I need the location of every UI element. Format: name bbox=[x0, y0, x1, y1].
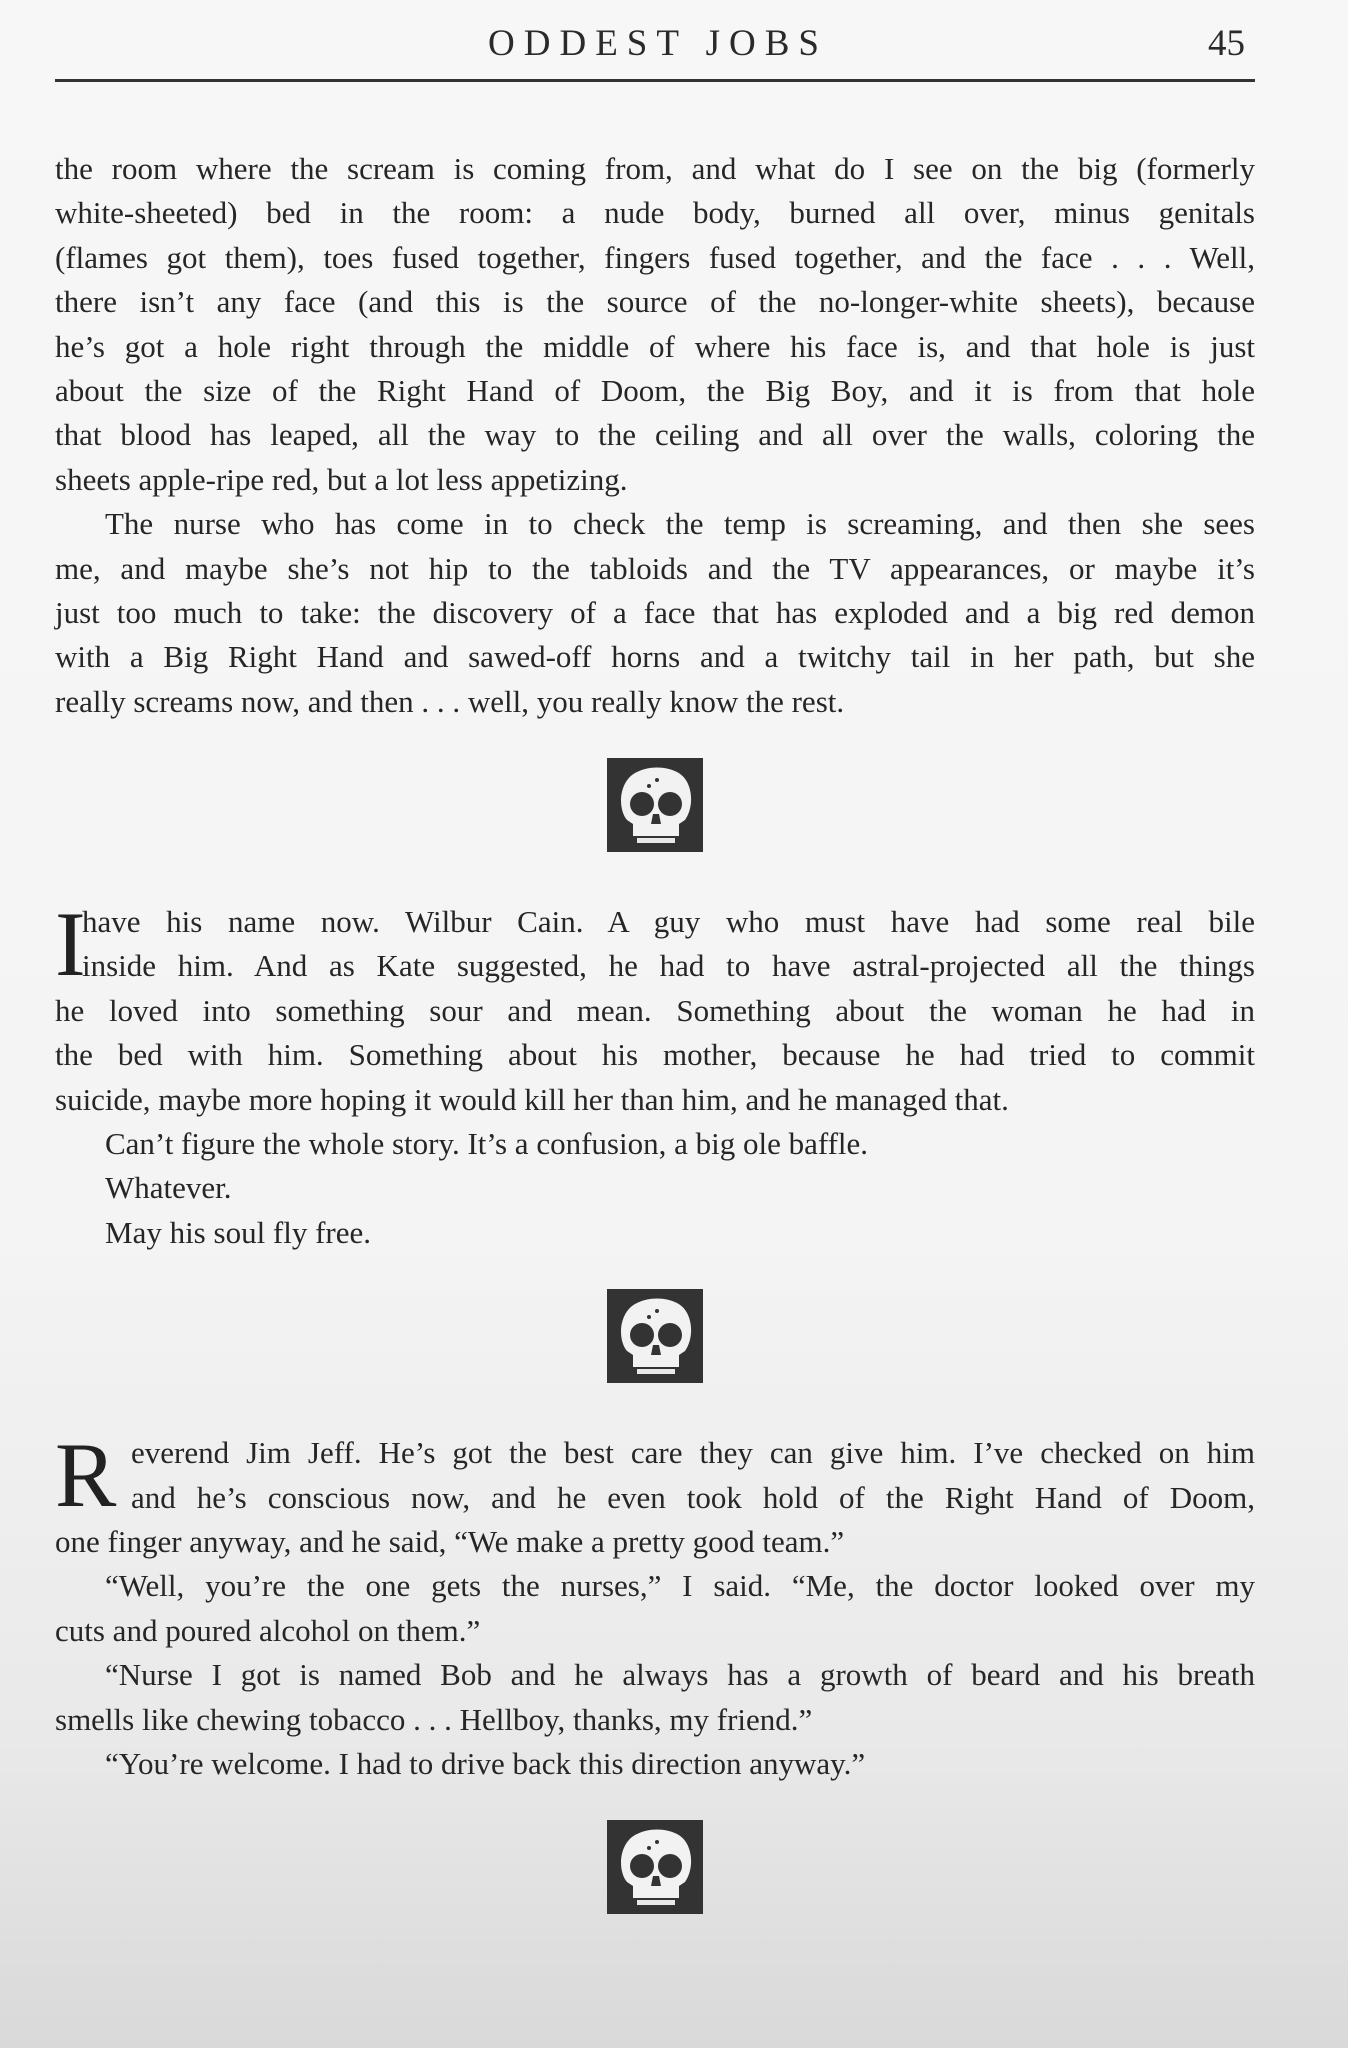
text-line: (flames got them), toes fused together, fingers fused together, and the face . . . Well, bbox=[55, 239, 1255, 275]
text-line: about the size of the Right Hand of Doom, the Big Boy, and it is from that hole bbox=[55, 372, 1255, 408]
text-line: The nurse who has come in to check the temp is screaming, and then she sees bbox=[105, 506, 1255, 542]
text-line: everend Jim Jeff. He’s got the best care they can give him. I’ve checked on him bbox=[131, 1435, 1255, 1471]
text-line: me, and maybe she’s not hip to the tabloids and the TV appearances, or maybe it’s bbox=[55, 550, 1255, 586]
text-line: and he’s conscious now, and he even took hold of the Right Hand of Doom, bbox=[131, 1479, 1255, 1515]
text-line: sheets apple-ripe red, but a lot less appetizing. bbox=[55, 461, 628, 497]
text-line: with a Big Right Hand and sawed-off horns and a twitchy tail in her path, but she bbox=[55, 639, 1255, 675]
text-line: he loved into something sour and mean. Something about the woman he had in bbox=[55, 992, 1255, 1028]
text-line: have his name now. Wilbur Cain. A guy who must have had some real bile bbox=[82, 904, 1255, 940]
text-line: there isn’t any face (and this is the source of the no-longer-white sheets), because bbox=[55, 284, 1255, 320]
text-line: May his soul fly free. bbox=[105, 1214, 372, 1250]
text-line: just too much to take: the discovery of a face that has exploded and a big red demon bbox=[55, 594, 1255, 630]
text-line: white-sheeted) bed in the room: a nude body, burned all over, minus genitals bbox=[55, 195, 1255, 231]
text-line: the room where the scream is coming from, and what do I see on the big (formerly bbox=[55, 151, 1255, 186]
text-line: smells like chewing tobacco . . . Hellboy, thanks, my friend.” bbox=[55, 1701, 813, 1737]
text-line: suicide, maybe more hoping it would kill her than him, and he managed that. bbox=[55, 1081, 1009, 1117]
paragraph bbox=[55, 1564, 1255, 1653]
paragraph bbox=[55, 1211, 1255, 1255]
paragraph bbox=[55, 893, 1255, 1122]
text-line: “You’re welcome. I had to drive back this direction anyway.” bbox=[105, 1745, 866, 1781]
text-line: Whatever. bbox=[105, 1170, 232, 1206]
paragraph bbox=[55, 1742, 1255, 1786]
drop-cap: R bbox=[55, 1424, 117, 1527]
paragraph bbox=[55, 1122, 1255, 1166]
skull-section-break-icon bbox=[607, 1820, 703, 1914]
paragraph bbox=[55, 1424, 1255, 1564]
running-header-title: ODDEST JOBS bbox=[488, 23, 828, 64]
paragraph bbox=[55, 1653, 1255, 1742]
text-line: “Well, you’re the one gets the nurses,” I said. “Me, the doctor looked over my bbox=[105, 1568, 1255, 1604]
skull-section-break-icon bbox=[607, 1289, 703, 1383]
page-number: 45 bbox=[1208, 23, 1245, 64]
drop-cap: I bbox=[55, 893, 86, 996]
paragraph bbox=[55, 1166, 1255, 1210]
page-body bbox=[55, 147, 1255, 1962]
paragraph bbox=[55, 502, 1255, 724]
text-line: he’s got a hole right through the middle of where his face is, and that hole is just bbox=[55, 328, 1255, 364]
text-line: “Nurse I got is named Bob and he always has a growth of beard and his breath bbox=[105, 1657, 1255, 1693]
text-line: the bed with him. Something about his mother, because he had tried to commit bbox=[55, 1037, 1255, 1073]
header-rule bbox=[55, 79, 1255, 82]
text-line: one finger anyway, and he said, “We make a pretty good team.” bbox=[55, 1523, 845, 1559]
text-line: that blood has leaped, all the way to the ceiling and all over the walls, coloring the bbox=[55, 417, 1255, 453]
text-line: inside him. And as Kate suggested, he had to have astral-projected all the things bbox=[82, 948, 1255, 984]
paragraph bbox=[55, 147, 1255, 502]
text-line: Can’t figure the whole story. It’s a confusion, a big ole baffle. bbox=[105, 1126, 869, 1162]
text-line: cuts and poured alcohol on them.” bbox=[55, 1612, 481, 1648]
skull-section-break-icon bbox=[607, 758, 703, 852]
text-line: really screams now, and then . . . well, you really know the rest. bbox=[55, 683, 845, 719]
